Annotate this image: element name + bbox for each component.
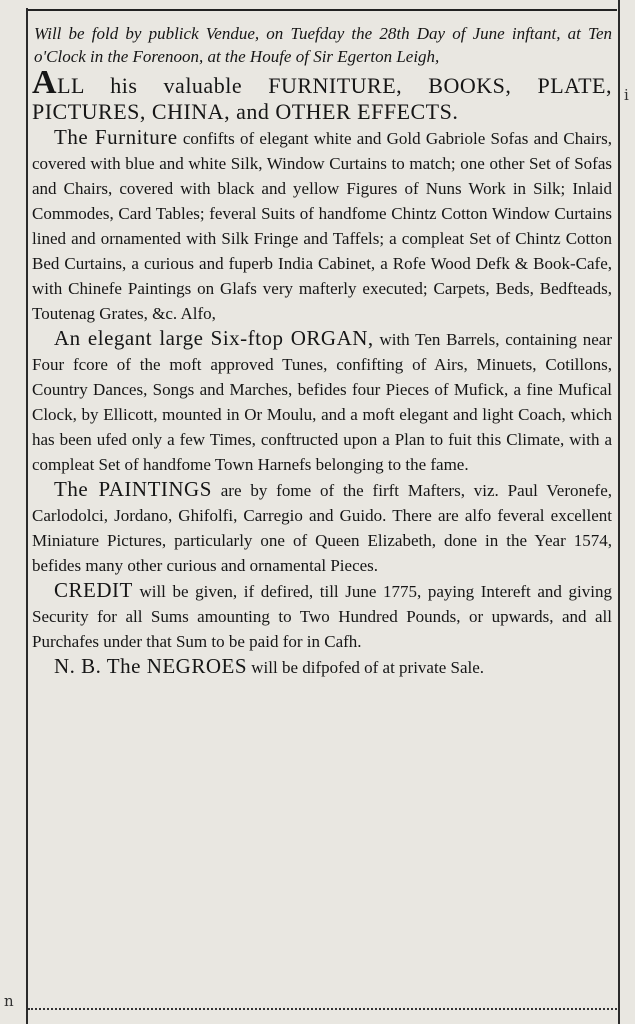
right-column-rule: [618, 0, 620, 1024]
organ-heading: An elegant large Six-ftop ORGAN,: [54, 326, 374, 350]
organ-paragraph: [32, 326, 612, 477]
paintings-paragraph: [32, 477, 612, 578]
furniture-heading: The Furniture: [54, 125, 178, 149]
top-rule: [28, 9, 617, 11]
credit-text: will be given, if defired, till June 1775, paying Intereft and giving Security for all Sums amounting to Two Hundred Pounds, or upwards, and all Purchafes under that Sum to be paid for in Cafh.: [32, 582, 612, 651]
advertisement: [32, 22, 612, 1002]
auction-notice: Will be fold by publick Vendue, on Tuefday the 28th Day of June inftant, at Ten o'Clock in the Forenoon, at the Houfe of Sir Egerton Leigh,: [34, 24, 612, 66]
right-margin-fragment: i: [624, 86, 629, 104]
paintings-text: are by fome of the firft Mafters, viz. Paul Veronefe, Carlodolci, Jordano, Ghifolfi, Carregio and Guido. There are alfo feveral excellent Miniature Pictures, particularly one of Queen Elizabeth, done in the Year 1574, befides many other curious and ornamental Pieces.: [32, 481, 612, 575]
drop-cap: A: [32, 64, 58, 101]
bottom-dotted-rule: [28, 1008, 617, 1010]
nb-heading: N. B. The NEGROES: [54, 654, 248, 678]
nb-text: will be difpofed of at private Sale.: [251, 658, 485, 677]
furniture-text: confifts of elegant white and Gold Gabriole Sofas and Chairs, covered with blue and white Silk, Window Curtains to match; one other Set of Sofas and Chairs, covered with black and yellow Figures of Nuns Work in Silk; Inlaid Commodes, Card Tables; feveral Suits of handfome Chintz Cotton Window Curtains lined and ornamented with Silk Fringe and Taffels; a compleat Set of Chintz Cotton Bed Curtains, a curious and fuperb India Cabinet, a Rofe Wood Defk & Book-Cafe, with Chinefe Paintings on Glafs very mafterly executed; Carpets, Beds, Bedfteads, Toutenag Grates, &c. Alfo,: [32, 129, 612, 323]
ad-lead-line: [32, 64, 612, 125]
organ-text: with Ten Barrels, containing near Four fcore of the moft approved Tunes, confifting of Airs, Minuets, Cotillons, Country Dances, Songs and Marches, befides four Pieces of Mufick, a fine Mufical Clock, by Ellicott, mounted in Or Moulu, and a moft elegant and light Coach, which has been ufed only a few Times, conftructed upon a Plan to fuit this Climate, with a compleat Set of handfome Town Harnefs belonging to the fame.: [32, 330, 612, 474]
left-column-rule: [26, 8, 28, 1024]
credit-heading: CREDIT: [54, 578, 133, 602]
left-margin-fragment: n: [4, 992, 14, 1010]
credit-paragraph: [32, 578, 612, 654]
furniture-paragraph: [32, 125, 612, 326]
nb-paragraph: [32, 654, 612, 680]
paintings-heading: The PAINTINGS: [54, 477, 212, 501]
lead-text: LL his valuable FURNITURE, BOOKS, PLATE, PICTURES, CHINA, and OTHER EFFECTS.: [32, 73, 612, 124]
